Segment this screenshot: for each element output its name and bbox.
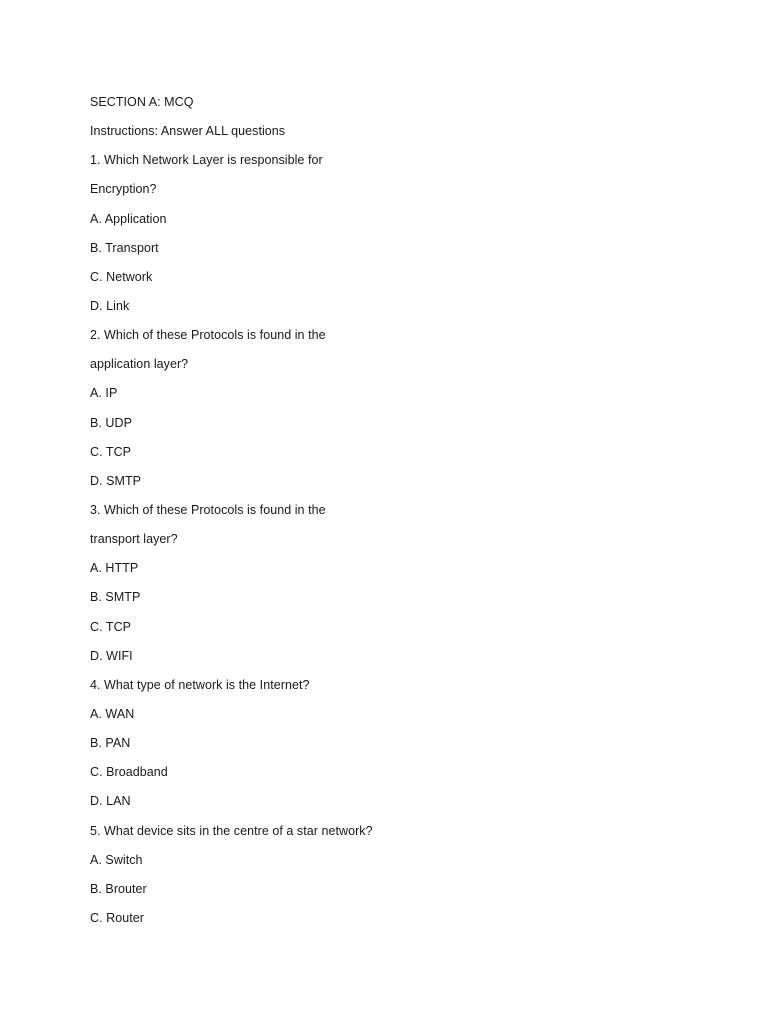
instructions: Instructions: Answer ALL questions: [90, 124, 286, 139]
question-5-option-a: A. Switch: [90, 852, 143, 867]
question-1-text-continued: Encryption?: [90, 182, 157, 197]
question-4-option-d: D. LAN: [90, 794, 131, 809]
question-3-option-b: B. SMTP: [90, 590, 141, 605]
question-4-option-a: A. WAN: [90, 706, 135, 721]
question-2-text: 2. Which of these Protocols is found in the: [90, 328, 326, 343]
question-2-text-continued: application layer?: [90, 357, 189, 372]
question-4-text: 4. What type of network is the Internet?: [90, 677, 310, 692]
question-2-option-c: C. TCP: [90, 444, 132, 459]
question-1-option-c: C. Network: [90, 269, 153, 284]
question-5-option-c: C. Router: [90, 910, 144, 925]
question-1-text: 1. Which Network Layer is responsible for: [90, 153, 323, 168]
question-3-text-continued: transport layer?: [90, 532, 178, 547]
question-2-option-b: B. UDP: [90, 415, 132, 430]
question-5-text: 5. What device sits in the centre of a star network?: [90, 823, 373, 838]
document-body: [90, 92, 690, 937]
question-3-option-d: D. WIFI: [90, 648, 133, 663]
question-2-option-d: D. SMTP: [90, 473, 142, 488]
question-3-option-a: A. HTTP: [90, 561, 139, 576]
question-1-option-a: A. Application: [90, 211, 167, 226]
question-4-option-c: C. Broadband: [90, 765, 168, 780]
question-3-text: 3. Which of these Protocols is found in the: [90, 502, 326, 517]
section-title: SECTION A: MCQ: [90, 95, 194, 109]
question-1-option-b: B. Transport: [90, 240, 159, 255]
question-1-option-d: D. Link: [90, 298, 130, 313]
question-4-option-b: B. PAN: [90, 736, 131, 751]
question-3-option-c: C. TCP: [90, 619, 132, 634]
question-5-option-b: B. Brouter: [90, 881, 147, 896]
question-2-option-a: A. IP: [90, 386, 118, 401]
